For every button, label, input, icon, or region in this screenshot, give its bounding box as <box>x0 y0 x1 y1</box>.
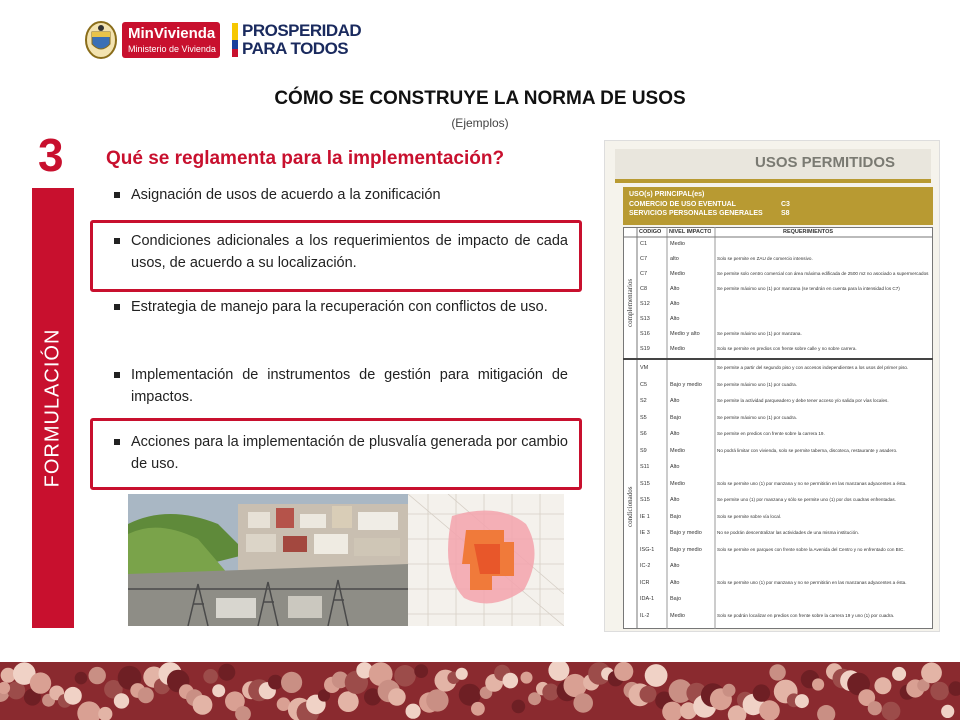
usos-table-title: USOS PERMITIDOS <box>755 154 896 171</box>
bullet-text: Asignación de usos de acuerdo a la zonificación <box>131 187 441 203</box>
bullet-item <box>114 184 568 206</box>
uso-principal-panel <box>623 187 933 225</box>
table-row-impact: Alto <box>670 579 680 586</box>
table-row-code: C8 <box>640 286 648 292</box>
table-row-code: C7 <box>640 256 648 262</box>
bullet-item <box>114 431 568 475</box>
page-title: CÓMO SE CONSTRUYE LA NORMA DE USOS <box>274 88 686 109</box>
table-row-requirement: Se permite uno (1) por manzana y sólo se permite uno (1) por dos cuadras enfrentadas. <box>717 497 896 502</box>
table-row-requirement: Se permite a partir del segundo piso y con accesos independientes a los usos del primer piso. <box>717 365 909 370</box>
logo-mv-title: MinVivienda <box>128 25 216 42</box>
bullet-text: Condiciones adicionales a los requerimientos de impacto de cada usos, de acuerdo a su localización. <box>131 233 568 271</box>
table-row-code: C1 <box>640 241 648 247</box>
table-row-code: S11 <box>640 464 650 470</box>
table-row-impact: alto <box>670 256 679 262</box>
bullet-text: Acciones para la implementación de plusvalía generada por cambio de uso. <box>131 434 568 472</box>
table-row-impact: Alto <box>670 286 680 292</box>
side-label: FORMULACIÓN <box>41 328 64 488</box>
table-row-impact: Bajo <box>670 596 682 602</box>
bullet-square-icon <box>114 192 120 198</box>
table-row-requirement: No podrá limitar con vivienda, solo se permite taberna, discoteca, restaurante y asadero. <box>717 447 898 453</box>
table-row-requirement: No se podrán descentralizar las actividades de una misma institución. <box>717 530 859 535</box>
principal-row-code: C3 <box>781 201 790 208</box>
principal-row-name: COMERCIO DE USO EVENTUAL <box>629 201 736 208</box>
table-row-impact: Medio <box>670 271 685 277</box>
principal-label: USO(s) PRINCIPAL(es) <box>629 191 705 198</box>
bullet-item <box>114 364 568 408</box>
table-row-code: VM <box>640 365 649 371</box>
table-row-code: IL-2 <box>640 612 650 619</box>
usos-permitidos-table <box>604 140 940 632</box>
table-row-requirement: Se permite máximo uno (1) por cuadra. <box>717 381 797 387</box>
usos-table-grid <box>623 227 933 629</box>
condicionados-label: condicionados <box>626 486 634 527</box>
bullet-text: Estrategia de manejo para la recuperación con conflictos de uso. <box>131 299 548 315</box>
table-row-code: S5 <box>640 414 647 421</box>
table-row-requirement: Se permite en predios con frente sobre la carrera 19. <box>717 431 825 436</box>
table-row-requirement: Se permite solo centro comercial con área máxima edificada de 2500 m2 no asociado a supermercados <box>717 271 929 276</box>
table-row-requirement: Solo se permite en ZAU de comercio intensivo. <box>717 256 813 261</box>
table-row-impact: Medio <box>670 346 685 352</box>
minvivienda-logo <box>84 20 224 60</box>
complementarios-label: complementarios <box>626 278 634 327</box>
table-row-requirement: Solo se permite uno (1) por manzana y no se permitirán en las manzanas adyacentes a ésta. <box>717 480 907 486</box>
table-row-code: IE 1 <box>640 513 650 520</box>
table-row-impact: Alto <box>670 497 680 503</box>
crowd-banner-image <box>0 662 960 720</box>
logo-mv-subtitle: Ministerio de Vivienda <box>128 44 216 54</box>
column-header: NIVEL IMPACTO <box>669 229 712 235</box>
table-row-code: ISG-1 <box>640 546 655 553</box>
table-row-requirement: Solo se podrán localizar en predios con frente sobre la carrera 19 y uno (1) por cuadra. <box>717 612 895 618</box>
table-row-impact: Bajo y medio <box>670 546 702 553</box>
table-row-code: S2 <box>640 398 647 404</box>
table-row-impact: Alto <box>670 563 680 569</box>
table-row-requirement: Se permite máximo uno (1) por cuadra. <box>717 414 797 420</box>
section-heading: Qué se reglamenta para la implementación? <box>106 148 505 169</box>
minvivienda-badge <box>122 22 220 58</box>
table-row-impact: Alto <box>670 301 680 307</box>
table-row-impact: Medio <box>670 612 685 619</box>
bullet-item <box>114 230 568 274</box>
bullet-item <box>114 296 568 318</box>
table-row-code: S15 <box>640 497 650 503</box>
city-hillside-photo <box>128 494 408 626</box>
prosperidad-logo <box>232 20 362 60</box>
table-row-code: S19 <box>640 346 650 352</box>
table-row-code: S6 <box>640 431 647 437</box>
side-label-bar <box>32 188 74 628</box>
table-row-impact: Medio <box>670 241 685 247</box>
step-number: 3 <box>38 129 64 181</box>
bullet-square-icon <box>114 304 120 310</box>
table-row-requirement: Solo se permite en parques con frente sobre la Avenida del Centro y no enfrentado con BIC. <box>717 546 905 552</box>
colombia-flag-icon <box>232 23 238 57</box>
column-header: REQUERIMIENTOS <box>783 229 834 235</box>
table-row-impact: Alto <box>670 316 680 322</box>
table-row-impact: Bajo y medio <box>670 530 702 536</box>
logo-pp-line2: PARA TODOS <box>242 39 349 58</box>
table-row-impact: Medio <box>670 480 685 487</box>
table-row-requirement: Solo se permite uno (1) por manzana y no se permitirán en las manzanas adyacentes a ésta. <box>717 579 907 585</box>
table-row-code: S9 <box>640 447 647 454</box>
table-row-code: C5 <box>640 381 648 388</box>
principal-row-code: S8 <box>781 210 790 217</box>
table-row-impact: Medio y alto <box>670 331 700 337</box>
table-row-requirement: Solo se permite sobre vía local. <box>717 513 782 519</box>
table-row-code: S13 <box>640 316 650 322</box>
table-row-impact: Bajo y medio <box>670 381 702 388</box>
column-header: CÓDIGO <box>639 229 662 235</box>
bullet-square-icon <box>114 238 120 244</box>
principal-row-name: SERVICIOS PERSONALES GENERALES <box>629 210 763 217</box>
table-row-impact: Bajo <box>670 513 682 520</box>
page-subtitle: (Ejemplos) <box>451 116 509 130</box>
table-row-code: S16 <box>640 331 650 337</box>
table-row-requirement: Se permite máximo uno (1) por manzana (se tendrán en cuenta para la intensidad los C7) <box>717 286 900 291</box>
table-row-code: IDA-1 <box>640 596 655 602</box>
table-row-requirement: Se permite la actividad parqueadero y debe tener acceso y/o salida por vías locales. <box>717 398 889 403</box>
colombia-shield-icon <box>84 20 118 60</box>
table-row-code: S12 <box>640 301 650 307</box>
table-row-code: IE 3 <box>640 530 650 536</box>
logo-pp-line1: PROSPERIDAD <box>242 21 362 40</box>
bullet-square-icon <box>114 372 120 378</box>
table-row-code: C7 <box>640 271 648 277</box>
table-row-impact: Bajo <box>670 414 682 421</box>
table-row-impact: Medio <box>670 447 685 454</box>
table-row-impact: Alto <box>670 431 680 437</box>
table-row-code: IC-2 <box>640 563 651 569</box>
table-row-code: ICR <box>640 579 650 586</box>
table-row-requirement: Solo se permite en predios con frente sobre calle y no sobre carrera. <box>717 346 857 351</box>
bullet-square-icon <box>114 439 120 445</box>
table-row-impact: Alto <box>670 398 680 404</box>
table-row-requirement: Se permite máximo uno (1) por manzana. <box>717 331 802 336</box>
table-row-impact: Alto <box>670 464 680 470</box>
table-row-code: S15 <box>640 480 650 487</box>
bullet-text: Implementación de instrumentos de gestión para mitigación de impactos. <box>131 367 568 405</box>
zoning-map-image <box>408 494 564 626</box>
